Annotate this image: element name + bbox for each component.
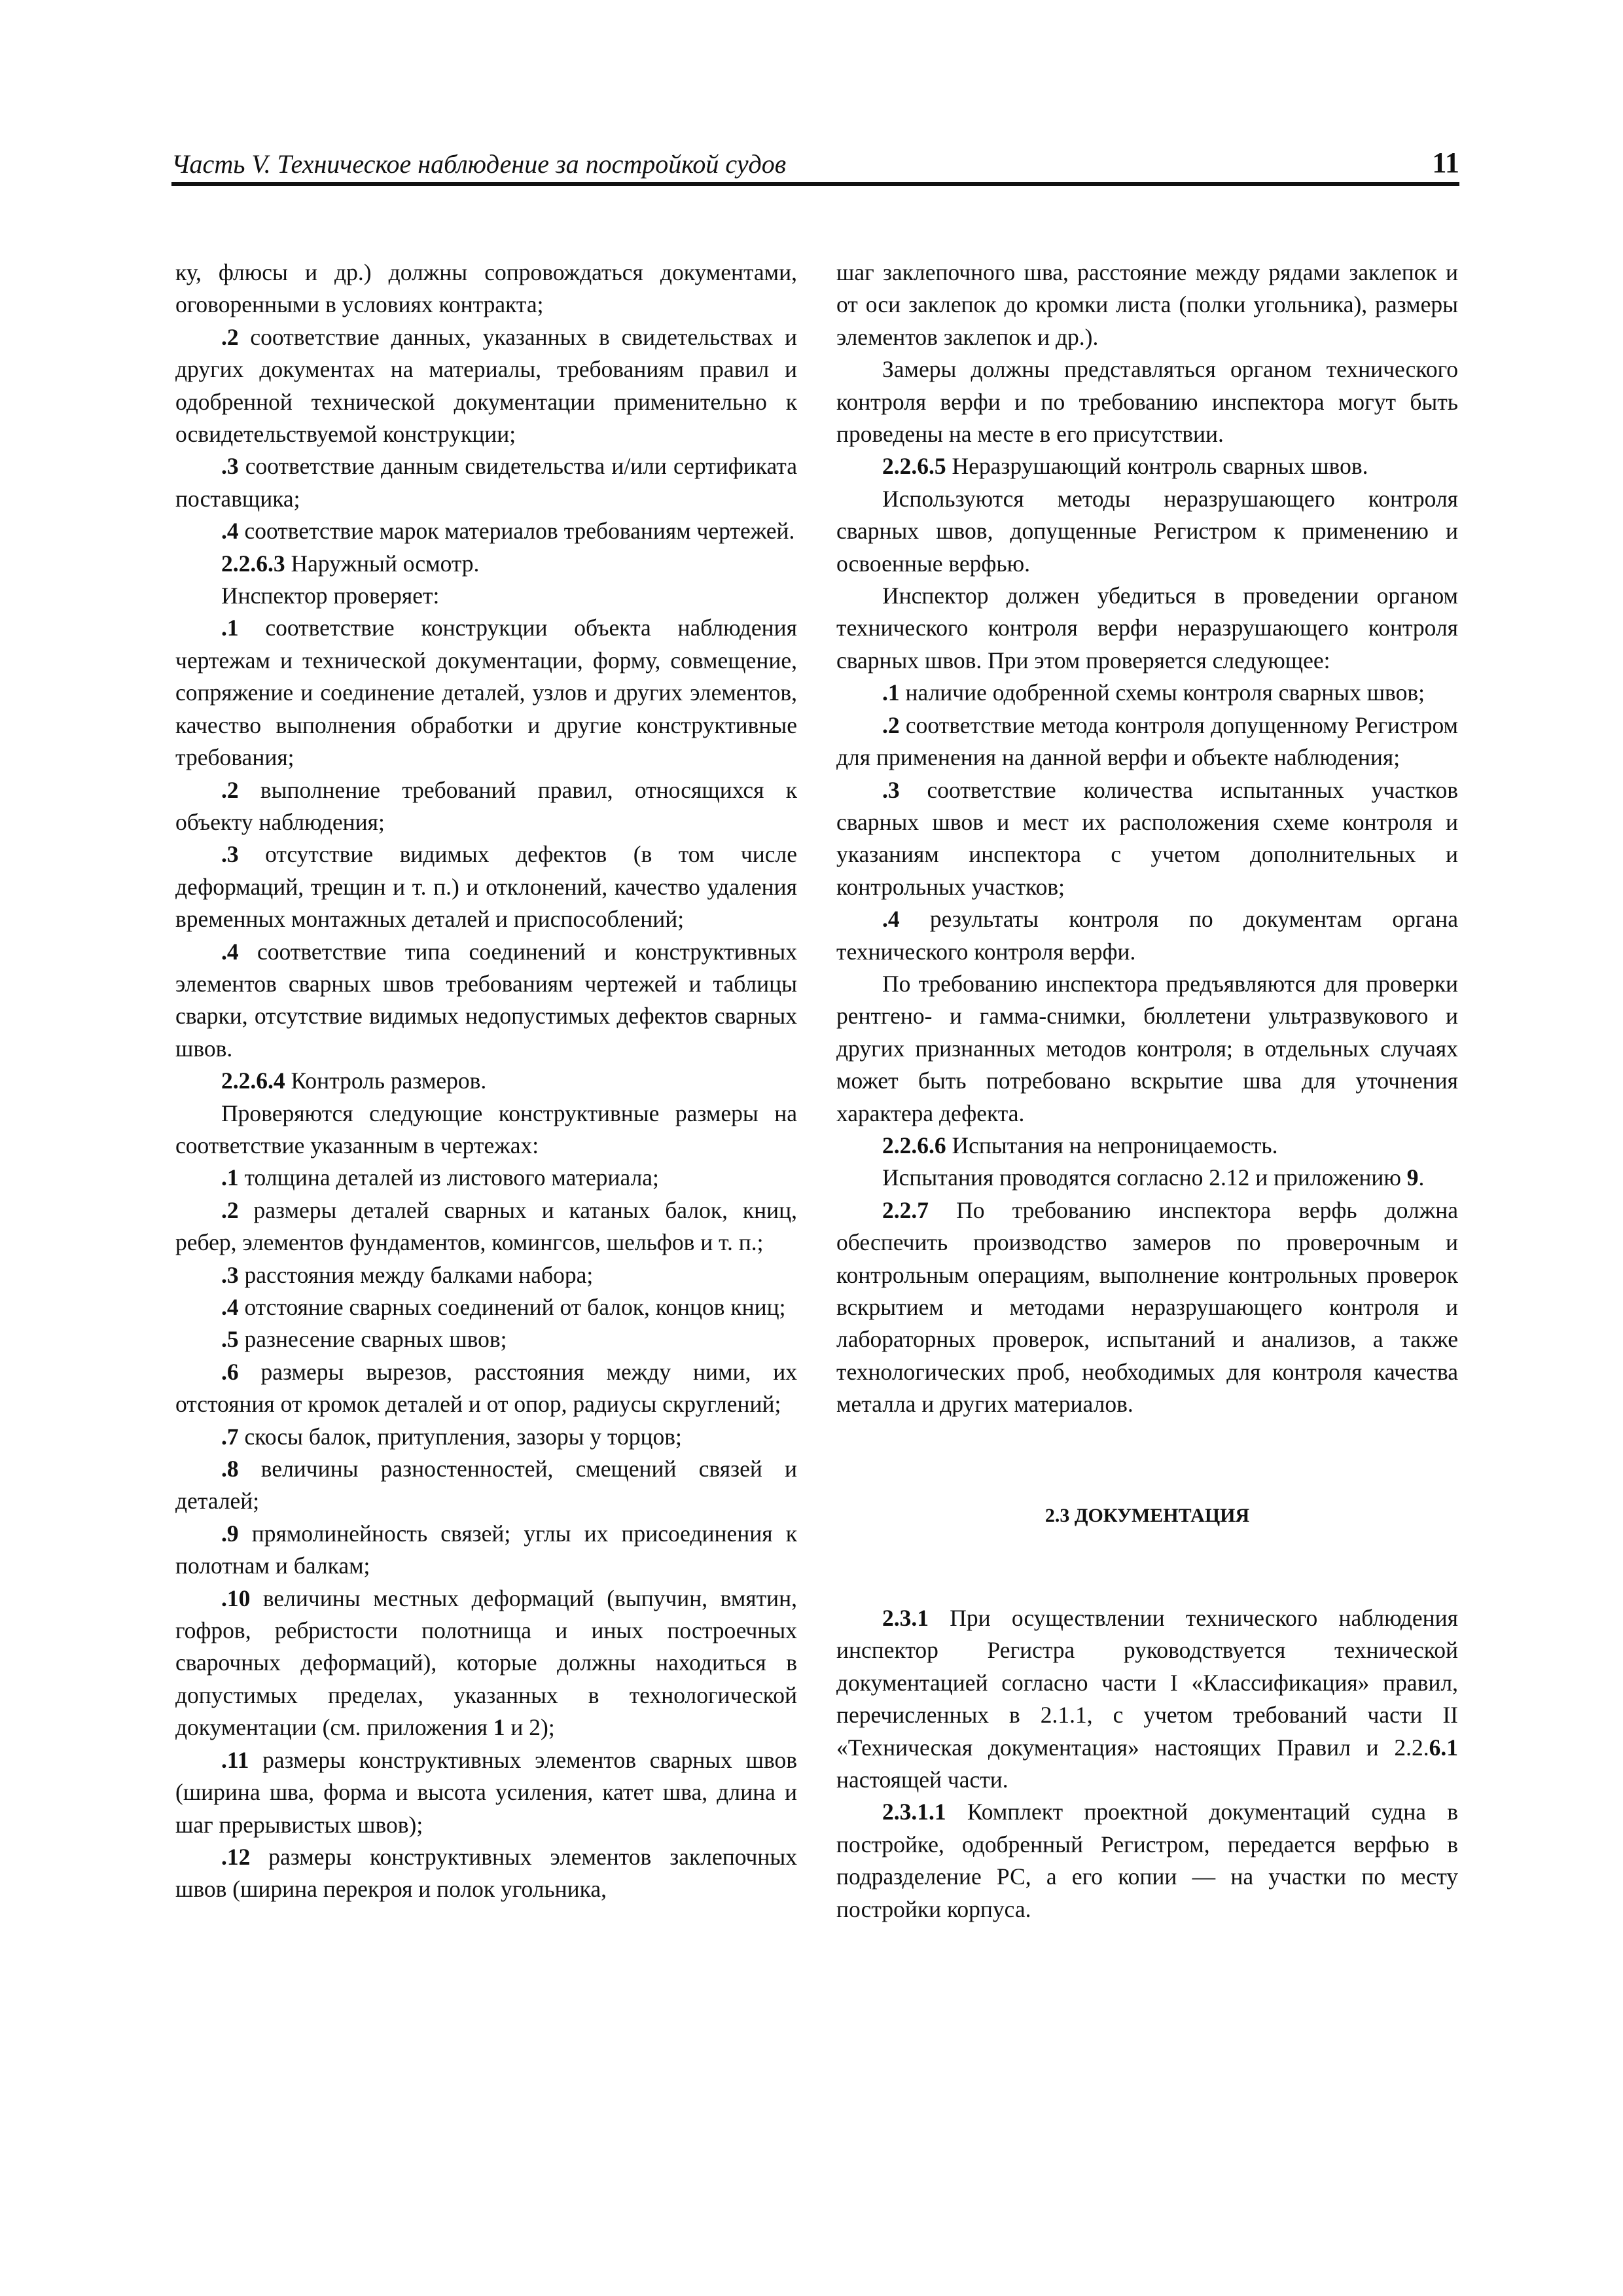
right-column bbox=[836, 257, 1458, 1926]
list-item: .2 выполнение требований правил, относящихся к объекту наблюдения; bbox=[175, 776, 797, 835]
list-item: .9 прямолинейность связей; углы их присоединения к полотнам и балкам; bbox=[175, 1520, 797, 1579]
list-item: .1 наличие одобренной схемы контроля сварных швов; bbox=[882, 679, 1425, 706]
paragraph: шаг заклепочного шва, расстояние между рядами заклепок и от оси заклепок до кромки листа (полки угольника), размеры элементов заклепок и др.). bbox=[836, 259, 1458, 350]
list-item: .2 соответствие данных, указанных в свидетельствах и других документах на материалы, требованиям правил и одобренной технической документации применительно к освидетельствуемой конструкции; bbox=[175, 323, 797, 448]
list-item: .4 соответствие типа соединений и конструктивных элементов сварных швов требованиям чертежей и таблицы сварки, отсутствие видимых недопустимых дефектов сварных швов. bbox=[175, 938, 797, 1062]
list-item: .7 скосы балок, притупления, зазоры у торцов; bbox=[221, 1423, 682, 1450]
clause-heading: 2.2.6.4 Контроль размеров. bbox=[221, 1067, 487, 1094]
appendix-reference: 1 bbox=[493, 1714, 505, 1741]
clause-heading: 2.2.6.5 Неразрушающий контроль сварных швов. bbox=[882, 453, 1368, 480]
list-item: .2 размеры деталей сварных и катаных балок, книц, ребер, элементов фундаментов, комингсов, шельфов и т. п.; bbox=[175, 1196, 797, 1256]
list-item: .4 результаты контроля по документам органа технического контроля верфи. bbox=[836, 906, 1458, 965]
list-item: .8 величины разностенностей, смещений связей и деталей; bbox=[175, 1456, 797, 1515]
list-item: .3 отсутствие видимых дефектов (в том числе деформаций, трещин и т. п.) и отклонений, качество удаления временных монтажных деталей и приспособлений; bbox=[175, 841, 797, 933]
paragraph: Используются методы неразрушающего контроля сварных швов, допущенные Регистром к применению и освоенные верфью. bbox=[836, 485, 1458, 577]
clause-paragraph: 2.3.1.1 Комплект проектной документаций судна в постройке, одобренный Регистром, передается верфью в подразделение РС, а его копии — на участки по месту постройки корпуса. bbox=[836, 1799, 1458, 1922]
page-number: 11 bbox=[1432, 147, 1459, 179]
list-item: .3 соответствие данным свидетельства и/или сертификата поставщика; bbox=[175, 453, 797, 512]
section-heading: 2.3 ДОКУМЕНТАЦИЯ bbox=[1044, 1504, 1250, 1526]
running-header bbox=[171, 145, 1459, 186]
list-item: .10 величины местных деформаций (выпучин, вмятин, гофров, ребристости полотнища и иных построечных сварочных деформаций), которые должны находиться в допустимых пределах, указанных в технологической документации (см. приложения 1 и 2); bbox=[175, 1585, 797, 1741]
paragraph: Проверяются следующие конструктивные размеры на соответствие указанным в чертежах: bbox=[175, 1100, 797, 1158]
list-item: .12 размеры конструктивных элементов заклепочных швов (ширина перекроя и полок угольника, bbox=[175, 1843, 797, 1903]
paragraph: Инспектор проверяет: bbox=[221, 583, 440, 609]
list-item: .6 размеры вырезов, расстояния между ними, их отстояния от кромок деталей и от опор, радиусы скруглений; bbox=[175, 1358, 797, 1418]
list-item: .1 толщина деталей из листового материала; bbox=[221, 1164, 659, 1191]
list-item: .3 соответствие количества испытанных участков сварных швов и мест их расположения схеме контроля и указаниям инспектора с учетом дополнительных и контрольных участков; bbox=[836, 776, 1458, 900]
list-item: .2 соответствие метода контроля допущенному Регистром для применения на данной верфи и объекте наблюдения; bbox=[836, 711, 1458, 771]
clause-heading: 2.2.6.6 Испытания на непроницаемость. bbox=[882, 1132, 1278, 1158]
list-item: .1 соответствие конструкции объекта наблюдения чертежам и технической документации, форму, совмещение, сопряжение и соединение деталей, узлов и других элементов, качество выполнения обработки и другие конструктивные требования; bbox=[175, 615, 797, 771]
clause-paragraph: 2.2.7 По требованию инспектора верфь должна обеспечить производство замеров по проверочным и контрольным операциям, выполнение контрольных проверок вскрытием и методами неразрушающего контроля и лабораторных проверок, испытаний и анализов, а также технологических проб, необходимых для контроля качества металла и других материалов. bbox=[836, 1196, 1458, 1418]
left-column bbox=[175, 257, 797, 1906]
clause-reference: 6.1 bbox=[1429, 1734, 1458, 1761]
paragraph: Испытания проводятся согласно 2.12 и приложению 9. bbox=[882, 1164, 1425, 1191]
paragraph: ку, флюсы и др.) должны сопровождаться документами, оговоренными в условиях контракта; bbox=[175, 259, 797, 318]
appendix-reference: 9 bbox=[1406, 1164, 1419, 1191]
list-item: .5 разнесение сварных швов; bbox=[221, 1326, 507, 1353]
paragraph: Замеры должны представляться органом технического контроля верфи и по требованию инспектора могут быть проведены на месте в его присутствии. bbox=[836, 356, 1458, 448]
header-title: Часть V. Техническое наблюдение за постройкой судов bbox=[171, 149, 787, 179]
list-item: .3 расстояния между балками набора; bbox=[221, 1261, 594, 1288]
clause-heading: 2.2.6.3 Наружный осмотр. bbox=[221, 550, 480, 577]
paragraph: По требованию инспектора предъявляются для проверки рентгено- и гамма-снимки, бюллетени ультразвукового и других признанных методов контроля; в отдельных случаях может быть потребовано вскрытие шва для уточнения характера дефекта. bbox=[836, 970, 1458, 1126]
clause-paragraph: 2.3.1 При осуществлении технического наблюдения инспектор Регистра руководствуется технической документацией согласно части I «Классификация» правил, перечисленных в 2.1.1, с учетом требований части II «Техническая документация» настоящих Правил и 2.2.6.1 настоящей части. bbox=[836, 1605, 1458, 1793]
list-item: .11 размеры конструктивных элементов сварных швов (ширина шва, форма и высота усиления, катет шва, длина и шаг прерывистых швов); bbox=[175, 1746, 797, 1838]
list-item: .4 отстояние сварных соединений от балок, концов книц; bbox=[221, 1294, 786, 1320]
list-item: .4 соответствие марок материалов требованиям чертежей. bbox=[221, 518, 795, 545]
paragraph: Инспектор должен убедиться в проведении органом технического контроля верфи неразрушающего контроля сварных швов. При этом проверяется следующее: bbox=[836, 583, 1458, 673]
